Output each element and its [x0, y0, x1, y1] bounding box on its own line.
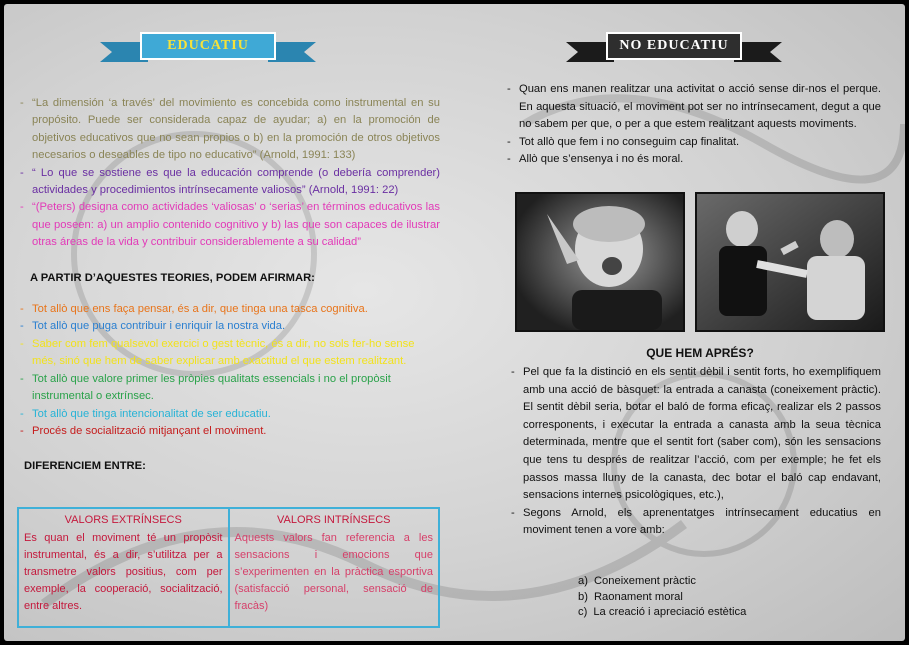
list-item-text: Tot allò que puga contribuir i enriquir la nostra vida. [32, 320, 286, 333]
list-item: - Quan ens manen realitzar una activitat o acció sense dir-nos el perque. En aquesta situació, el moviment pot ser no intrínsecament, degut a que no sabem per que, o per a que estem realitzant aquests moviments. [507, 81, 881, 134]
educatiu-title: EDUCATIU [140, 32, 276, 60]
list-item-text: Procés de socialització mitjançant el moviment. [32, 424, 267, 437]
list-letter: c) [578, 606, 588, 619]
quote-arnold-133: - “La dimensión ‘a través’ del movimiento es concebida como instrumental en su propósito. Puede ser considerada capaz de ayudar; a) en la promoción de objetivos educativos que no sean propios o b) en la promoción de otros objetivos necesarios o deseables de tipo no educativo” (Arnold, 1991: 133) [20, 95, 440, 165]
list-item: - Segons Arnold, els aprenentatges intrínsecament educatius en moviment tenen a vore amb: [511, 505, 881, 540]
valors-extrinsecs-title: VALORS EXTRÍNSECS [64, 513, 182, 526]
list-item: - Tot allò que ens faça pensar, és a dir, que tinga una tasca cognitiva. [20, 301, 440, 318]
list-item-text: Raonament moral [593, 590, 683, 603]
list-item: - Tot allò que valore primer les pròpies qualitats essencials i no el propòsit instrumental o extrínsec. [20, 371, 440, 406]
que-hem-apres-column [511, 364, 881, 540]
list-item: - Tot allò que fem i no conseguim cap finalitat. [507, 134, 881, 152]
list-item-text: Pel que fa la distinció en els sentit dèbil i sentit forts, ho exemplifiquem amb una acció de bàsquet: la entrada a canasta (coneixement pràctic). El sentit dèbil seria, botar el baló de forma eficaç, realizar els 2 passos corresponents, i executar la entrada a canasta amb la seua tècnica determinada, mentre que el sentit fort (saber com), són les sensacions que tens tu després de realitzar l’acció, com per exemple; he fet els passos massa lluny de la canasta, dec botar el baló cap endavant, sensacions internes psicològiques, etc.), [523, 366, 881, 502]
arnold-list [578, 574, 746, 621]
no-educatiu-banner [566, 32, 782, 62]
list-item-text: Tot allò que fem i no conseguim cap finalitat. [519, 135, 740, 148]
diferenciem-heading: DIFERENCIEM ENTRE: [24, 460, 146, 473]
valors-table [17, 507, 440, 628]
photo-fight-illustration [697, 194, 883, 330]
photo-angry-child [515, 192, 685, 332]
list-item: - Tot allò que puga contribuir i enriquir la nostra vida. [20, 318, 440, 335]
no-educatiu-column [507, 81, 881, 169]
list-item: - Tot allò que tinga intencionalitat de ser educatiu. [20, 406, 440, 423]
table-header-row [18, 508, 439, 530]
list-letter: a) [578, 575, 588, 587]
list-item: - Pel que fa la distinció en els sentit dèbil i sentit forts, ho exemplifiquem amb una acció de bàsquet: la entrada a canasta (coneixement pràctic). El sentit dèbil seria, botar el baló de forma eficaç, realizar els 2 passos corresponents, i executar la entrada a canasta amb la seua tècnica determinada, mentre que el sentit fort (saber com), són les sensacions que tens tu després de realitzar l’acció, com per exemple; he fet els passos massa lluny de la canasta, dec botar el baló cap endavant, sensacions internes psicològiques, etc.), [511, 364, 881, 505]
list-item: - Saber com fem qualsevol exercici o gest tècnic, és a dir, no sols fer-ho sense més, sinó que hem de saber explicar amb exactitud el que estem realitzant. [20, 336, 440, 371]
photo-child-illustration [517, 194, 683, 330]
list-item: - Procés de socialització mitjançant el moviment. [20, 423, 440, 440]
list-item-text: Coneixement pràctic [593, 575, 696, 587]
list-item-text: Tot allò que ens faça pensar, és a dir, que tinga una tasca cognitiva. [32, 303, 368, 316]
list-item-text: Segons Arnold, els aprenentatges intrínsecament educatius en moviment tenen a vore amb: [523, 506, 881, 537]
list-item-text: Saber com fem qualsevol exercici o gest tècnic, és a dir, no sols fer-ho sense més, sinó que hem de saber explicar amb exactitud el que estem realitzant. [32, 337, 415, 368]
quote-arnold-22: - “ Lo que se sostiene es que la educación comprende (o debería comprender) actividades y procedimientos intrínsecamente valiosos” (Arnold, 1991: 22) [20, 165, 440, 200]
list-item-text: Allò que s’ensenya i no és moral. [519, 153, 684, 166]
valors-intrinsecs-title: VALORS INTRÍNSECS [229, 508, 440, 530]
list-item-text: Tot allò que tinga intencionalitat de ser educatiu. [32, 407, 271, 420]
no-educatiu-title: NO EDUCATIU [606, 32, 742, 60]
educatiu-banner [100, 32, 316, 62]
list-item-text: Quan ens manen realitzar una activitat o acció sense dir-nos el perque. En aquesta situació, el moviment pot ser no intrínsecament, degut a que no sabem per que, o per a que estem realitzant aquests moviments. [519, 83, 881, 131]
quote-text: “(Peters) designa como actividades ‘valiosas’ o ‘serias’ en términos educativos las que poseen: a) un amplio contenido cognitivo y b) las que son capaces de ilustrar otras áreas de la vida y contribuir considerablemente a su calidad” [32, 201, 440, 249]
photo-football-fight [695, 192, 885, 332]
list-item-text: La creació i apreciació estètica [593, 606, 747, 619]
valors-intrinsecs-text: Aquests valors fan referencia a les sensacions i emocions que s’experimenten en la pràctica esportiva (satisfacció personal, sensació de fracàs) [229, 530, 440, 627]
valors-extrinsecs-text: Es quan el moviment té un propòsit instrumental, és a dir, s’utilitza per a transmetre valors positius, com per exemple, la cooperació, socialització, entre altres. [24, 531, 223, 612]
que-hem-apres-title: QUE HEM APRÉS? [646, 346, 754, 360]
brochure-page [4, 4, 905, 641]
quote-text: “La dimensión ‘a través’ del movimiento es concebida como instrumental en su propósito. Puede ser considerada capaz de ayudar; a) en la promoción de objetivos educativos que no sean propios o b) en la promoción de otros objetivos necesarios o deseables de tipo no educativo” (Arnold, 1991: 133) [32, 97, 440, 162]
quote-text: “ Lo que se sostiene es que la educación comprende (o debería comprender) actividades y procedimientos intrínsecamente valiosos” (Arnold, 1991: 22) [32, 166, 440, 197]
list-item: - Allò que s’ensenya i no és moral. [507, 151, 881, 169]
table-row [18, 530, 439, 627]
list-item [578, 574, 746, 590]
educatiu-column [20, 95, 440, 476]
list-item [578, 605, 746, 621]
list-item-text: Tot allò que valore primer les pròpies qualitats essencials i no el propòsit instrumental o extrínsec. [32, 372, 391, 403]
list-item [578, 590, 746, 606]
afirmar-heading: A PARTIR D’AQUESTES TEORIES, PODEM AFIRMAR: [30, 271, 315, 284]
list-letter: b) [578, 590, 588, 603]
quote-peters: - “(Peters) designa como actividades ‘valiosas’ o ‘serias’ en términos educativos las que poseen: a) un amplio contenido cognitivo y b) las que son capaces de ilustrar otras áreas de la vida y contribuir considerablemente a su calidad” [20, 199, 440, 251]
